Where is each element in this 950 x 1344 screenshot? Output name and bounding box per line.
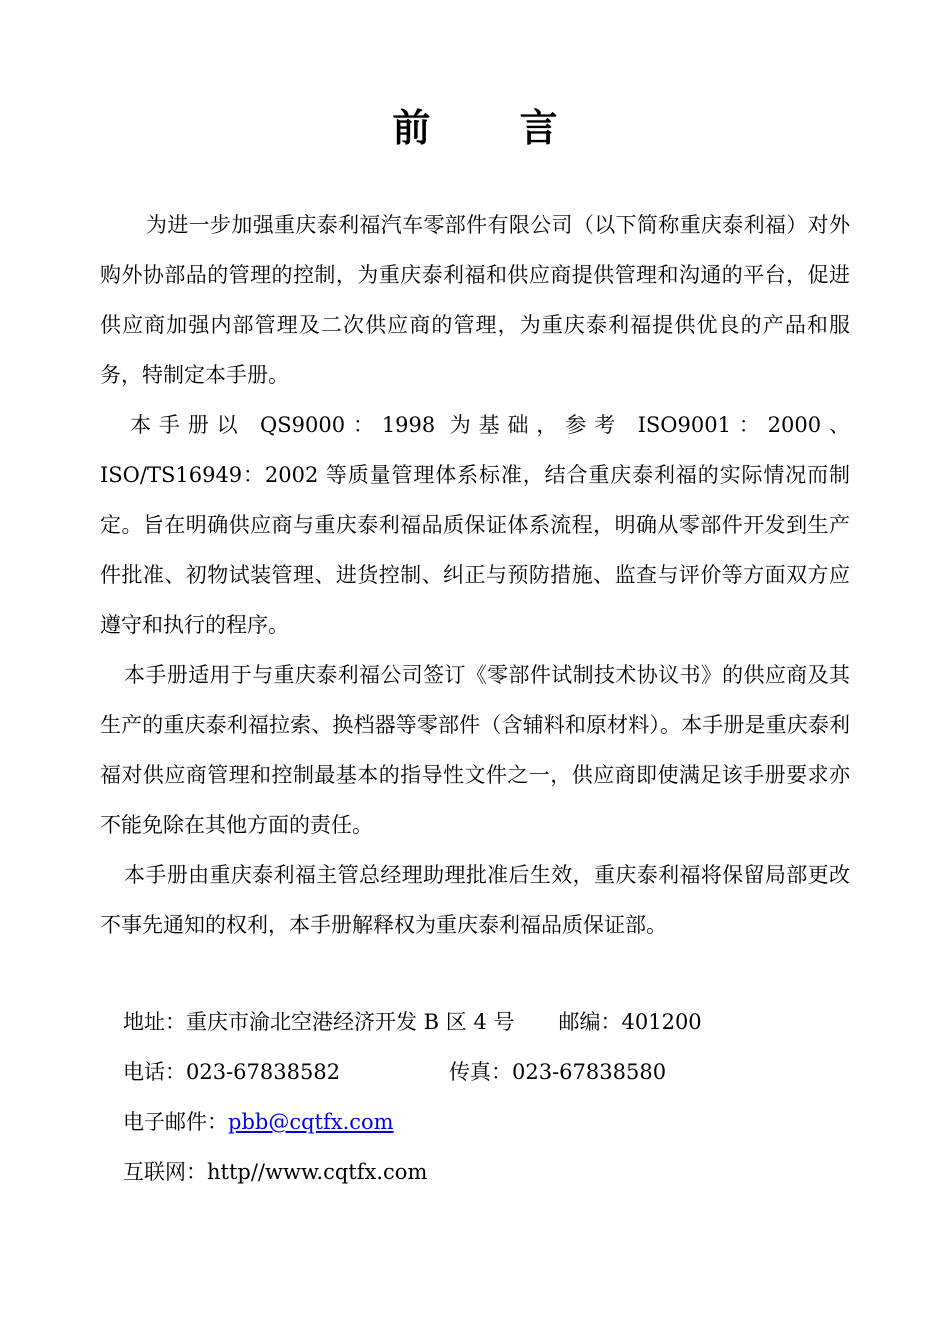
fax-group [449,1047,666,1097]
website-line [123,1147,850,1197]
phone-label: 电话： [123,1060,186,1084]
email-line [123,1097,850,1147]
phone-fax-line [123,1047,850,1097]
paragraph-scope: 本手册适用于与重庆泰利福公司签订《零部件试制技术协议书》的供应商及其生产的重庆泰利福拉索、换档器等零部件（含辅料和原材料）。本手册是重庆泰利福对供应商管理和控制最基本的指导性文件之一，供应商即使满足该手册要求亦不能免除在其他方面的责任。 [100,663,850,837]
paragraph-basis: 本手册以 QS9000：1998 为基础，参考 ISO9001：2000、ISO/TS16949：2002 等质量管理体系标准，结合重庆泰利福的实际情况而制定。旨在明确供应商与重庆泰利福品质保证体系流程，明确从零部件开发到生产件批准、初物试装管理、进货控制、纠正与预防措施、监查与评价等方面双方应遵守和执行的程序。 [100,413,850,637]
phone-value: 023-67838582 [186,1060,341,1084]
address-line [123,997,850,1047]
postcode-label: 邮编： [558,1010,622,1034]
preface-body [100,200,850,950]
paragraph-purpose: 为进一步加强重庆泰利福汽车零部件有限公司（以下简称重庆泰利福）对外购外协部品的管理的控制，为重庆泰利福和供应商提供管理和沟通的平台，促进供应商加强内部管理及二次供应商的管理，为重庆泰利福提供优良的产品和服务，特制定本手册。 [100,213,850,387]
website-value: http//www.cqtfx.com [207,1160,428,1184]
email-label: 电子邮件： [123,1110,228,1134]
address-value: 重庆市渝北空港经济开发 B 区 4 号 [186,1010,515,1034]
page-title: 前 言 [392,106,596,150]
address-label: 地址： [123,1010,186,1034]
fax-value: 023-67838580 [512,1060,667,1084]
contact-block [123,997,850,1197]
paragraph-effectivity: 本手册由重庆泰利福主管总经理助理批准后生效，重庆泰利福将保留局部更改不事先通知的权利，本手册解释权为重庆泰利福品质保证部。 [100,863,850,937]
postcode-value: 401200 [621,1010,702,1034]
website-label: 互联网： [123,1160,207,1184]
fax-label: 传真： [449,1060,512,1084]
email-link[interactable]: pbb@cqtfx.com [228,1110,394,1134]
